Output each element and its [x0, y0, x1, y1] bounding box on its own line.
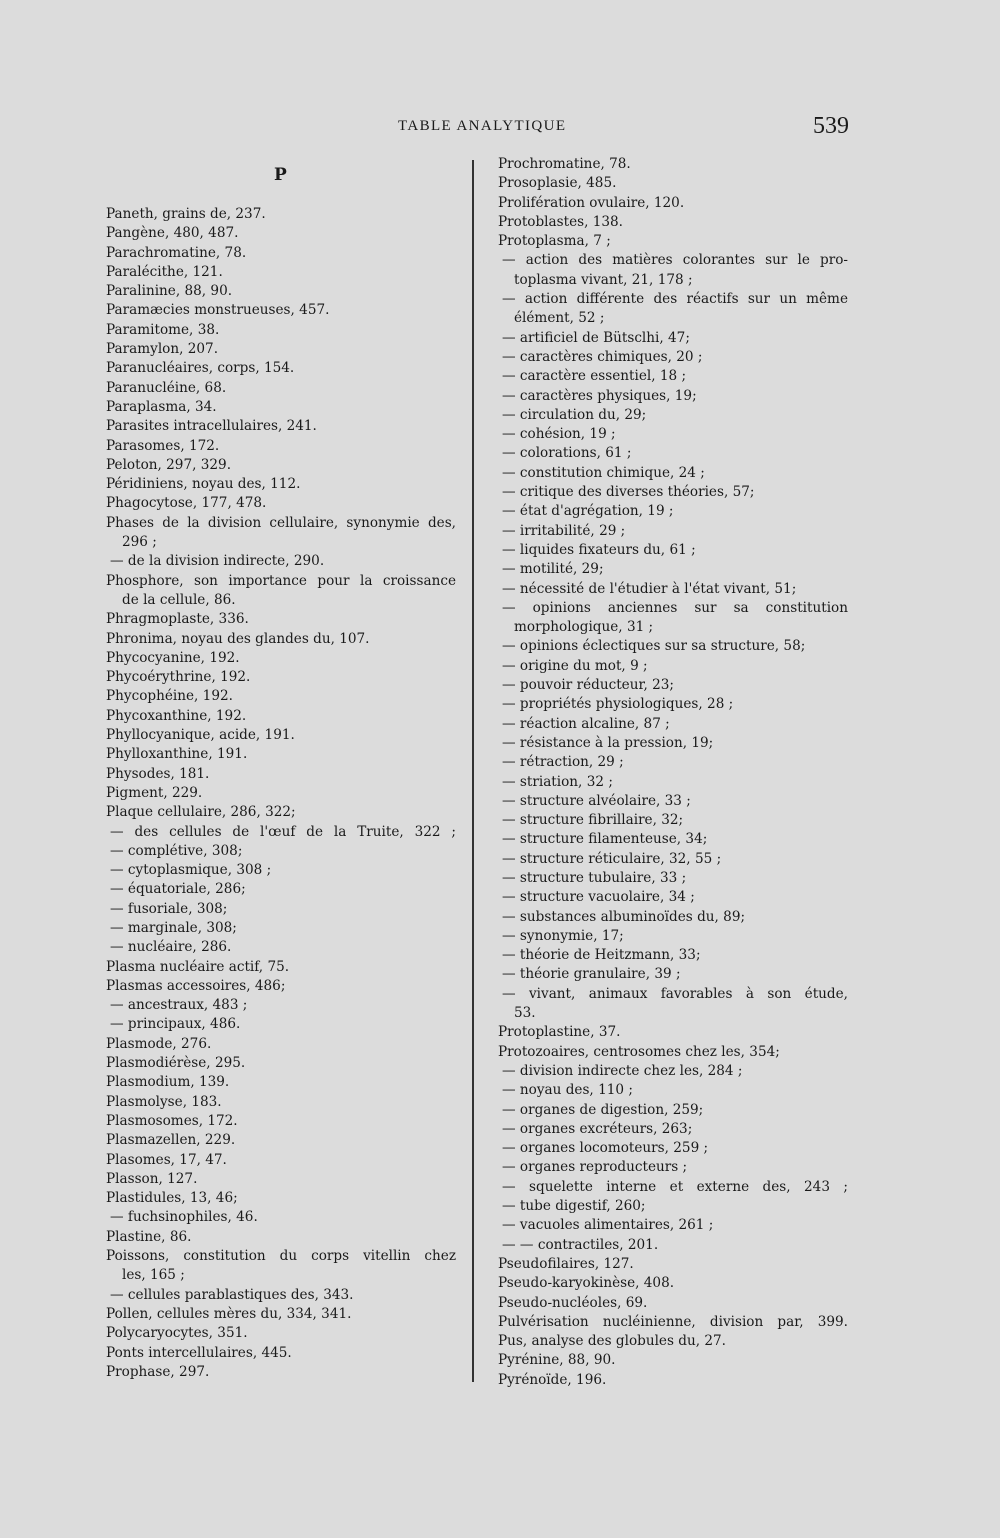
index-entry: — des cellules de l'œuf de la Truite, 322 ;	[110, 823, 456, 840]
index-entry: Phycophéine, 192.	[106, 688, 233, 705]
index-entry: Ponts intercellulaires, 445.	[106, 1344, 292, 1361]
index-entry: — structure vacuolaire, 34 ;	[502, 889, 695, 906]
index-entry: Protoplastine, 37.	[498, 1024, 621, 1041]
index-entry: Paraplasma, 34.	[106, 398, 217, 415]
index-entry: Phosphore, son importance pour la croissance	[106, 572, 456, 589]
index-entry: Prolifération ovulaire, 120.	[498, 194, 685, 211]
index-entry: Pseudo-nucléoles, 69.	[498, 1294, 648, 1311]
index-entry: — — contractiles, 201.	[502, 1236, 659, 1253]
index-entry: Paranucléine, 68.	[106, 379, 227, 396]
index-entry: — substances albuminoïdes du, 89;	[502, 908, 746, 925]
index-entry: — réaction alcaline, 87 ;	[502, 715, 670, 732]
page-number: 539	[813, 113, 849, 139]
index-entry: — théorie de Heitzmann, 33;	[502, 947, 701, 964]
index-entry: — structure fibrillaire, 32;	[502, 812, 684, 829]
index-entry: — synonymie, 17;	[502, 927, 624, 944]
index-entry: morphologique, 31 ;	[514, 619, 654, 636]
index-entry: — fusoriale, 308;	[110, 900, 228, 917]
index-entry: — circulation du, 29;	[502, 406, 647, 423]
index-entry: — squelette interne et externe des, 243 ;	[502, 1178, 848, 1195]
index-entry: — opinions éclectiques sur sa structure, 58;	[502, 638, 806, 655]
index-entry: — rétraction, 29 ;	[502, 754, 624, 771]
index-entry: Plasmode, 276.	[106, 1035, 212, 1052]
index-entry: Paralinine, 88, 90.	[106, 283, 233, 300]
index-entry: — caractères chimiques, 20 ;	[502, 348, 703, 365]
index-entry: Plasmodiérèse, 295.	[106, 1055, 246, 1072]
index-entry: Poissons, constitution du corps vitellin chez	[106, 1248, 456, 1265]
index-entry: — nucléaire, 286.	[110, 939, 232, 956]
index-entry: Physodes, 181.	[106, 765, 210, 782]
index-entry: Phyllocyanique, acide, 191.	[106, 727, 295, 744]
index-entry: — cellules parablastiques des, 343.	[110, 1286, 354, 1303]
index-entry: Plasmosomes, 172.	[106, 1112, 238, 1129]
index-entry: Pyrénoïde, 196.	[498, 1371, 607, 1388]
index-column-left	[106, 205, 456, 1382]
index-entry: Parasomes, 172.	[106, 437, 220, 454]
index-entry: Pseudofilaires, 127.	[498, 1255, 634, 1272]
index-entry: — striation, 32 ;	[502, 773, 613, 790]
index-entry: — organes reproducteurs ;	[502, 1159, 688, 1176]
index-entry: les, 165 ;	[122, 1267, 185, 1284]
index-entry: — structure réticulaire, 32, 55 ;	[502, 850, 722, 867]
index-entry: Prophase, 297.	[106, 1363, 210, 1380]
index-entry: Polycaryocytes, 351.	[106, 1325, 248, 1342]
index-entry: — résistance à la pression, 19;	[502, 734, 714, 751]
index-entry: Plasmodium, 139.	[106, 1074, 230, 1091]
index-entry: — caractère essentiel, 18 ;	[502, 368, 687, 385]
index-entry: — action des matières colorantes sur le pro-	[502, 252, 848, 269]
index-entry: — propriétés physiologiques, 28 ;	[502, 696, 734, 713]
index-entry: Paralécithe, 121.	[106, 263, 223, 280]
index-entry: Protozoaires, centrosomes chez les, 354;	[498, 1043, 780, 1060]
index-entry: Phronima, noyau des glandes du, 107.	[106, 630, 370, 647]
index-entry: Plasma nucléaire actif, 75.	[106, 958, 290, 975]
index-entry: Parasites intracellulaires, 241.	[106, 418, 317, 435]
index-entry: — marginale, 308;	[110, 919, 237, 936]
index-entry: — de la division indirecte, 290.	[110, 553, 325, 570]
index-entry: de la cellule, 86.	[122, 591, 236, 608]
index-entry: 296 ;	[122, 534, 157, 551]
index-entry: — organes de digestion, 259;	[502, 1101, 704, 1118]
index-entry: — constitution chimique, 24 ;	[502, 464, 705, 481]
index-entry: Protoplasma, 7 ;	[498, 233, 611, 250]
index-entry: — cytoplasmique, 308 ;	[110, 862, 272, 879]
index-entry: — état d'agrégation, 19 ;	[502, 503, 674, 520]
index-entry: Phylloxanthine, 191.	[106, 746, 248, 763]
index-entry: — liquides fixateurs du, 61 ;	[502, 541, 696, 558]
index-entry: Phagocytose, 177, 478.	[106, 495, 267, 512]
column-divider	[472, 160, 474, 1382]
running-title: TABLE ANALYTIQUE	[398, 118, 567, 134]
index-entry: — principaux, 486.	[110, 1016, 241, 1033]
index-entry: Parachromatine, 78.	[106, 244, 247, 261]
index-entry: Péridiniens, noyau des, 112.	[106, 476, 301, 493]
index-entry: — critique des diverses théories, 57;	[502, 484, 755, 501]
section-letter: P	[274, 165, 287, 185]
index-entry: — ancestraux, 483 ;	[110, 997, 248, 1014]
index-entry: — noyau des, 110 ;	[502, 1082, 633, 1099]
index-entry: — pouvoir réducteur, 23;	[502, 677, 674, 694]
index-entry: — nécessité de l'étudier à l'état vivant, 51;	[502, 580, 797, 597]
index-entry: — complétive, 308;	[110, 842, 243, 859]
index-entry: — organes excréteurs, 263;	[502, 1120, 693, 1137]
index-entry: Protoblastes, 138.	[498, 213, 623, 230]
index-entry: Plasmas accessoires, 486;	[106, 977, 286, 994]
index-entry: — fuchsinophiles, 46.	[110, 1209, 258, 1226]
index-entry: Paramitome, 38.	[106, 321, 220, 338]
index-entry: — division indirecte chez les, 284 ;	[502, 1062, 743, 1079]
index-entry: Phragmoplaste, 336.	[106, 611, 249, 628]
index-entry: Plasson, 127.	[106, 1170, 198, 1187]
index-entry: Phycoxanthine, 192.	[106, 707, 247, 724]
index-entry: — colorations, 61 ;	[502, 445, 632, 462]
index-entry: — tube digestif, 260;	[502, 1198, 646, 1215]
index-entry: — théorie granulaire, 39 ;	[502, 966, 681, 983]
index-entry: 53.	[514, 1005, 536, 1022]
index-entry: — origine du mot, 9 ;	[502, 657, 648, 674]
index-entry: — motilité, 29;	[502, 561, 604, 578]
index-entry: — caractères physiques, 19;	[502, 387, 697, 404]
index-entry: Pseudo-karyokinèse, 408.	[498, 1275, 675, 1292]
index-entry: — structure alvéolaire, 33 ;	[502, 792, 691, 809]
index-entry: Paramæcies monstrueuses, 457.	[106, 302, 330, 319]
index-entry: Plastidules, 13, 46;	[106, 1190, 238, 1207]
index-entry: élément, 52 ;	[514, 310, 605, 327]
index-entry: Phases de la division cellulaire, synonymie des,	[106, 514, 456, 531]
index-entry: Plasomes, 17, 47.	[106, 1151, 227, 1168]
index-entry: Prosoplasie, 485.	[498, 175, 617, 192]
index-entry: Prochromatine, 78.	[498, 156, 631, 172]
index-entry: — structure filamenteuse, 34;	[502, 831, 708, 848]
index-entry: Pigment, 229.	[106, 784, 203, 801]
index-entry: Plaque cellulaire, 286, 322;	[106, 804, 296, 821]
index-entry: Plastine, 86.	[106, 1228, 192, 1245]
index-entry: Phycoérythrine, 192.	[106, 669, 251, 686]
index-entry: Peloton, 297, 329.	[106, 456, 232, 473]
index-entry: — structure tubulaire, 33 ;	[502, 869, 687, 886]
index-entry: Pus, analyse des globules du, 27.	[498, 1333, 726, 1350]
index-entry: Paramylon, 207.	[106, 341, 219, 358]
index-entry: — cohésion, 19 ;	[502, 426, 616, 443]
index-entry: — action différente des réactifs sur un même	[502, 291, 848, 308]
index-entry: — vivant, animaux favorables à son étude,	[502, 985, 848, 1002]
index-entry: — organes locomoteurs, 259 ;	[502, 1140, 709, 1157]
index-entry: Pangène, 480, 487.	[106, 225, 239, 242]
index-entry: Plasmolyse, 183.	[106, 1093, 222, 1110]
index-entry: toplasma vivant, 21, 178 ;	[514, 271, 693, 288]
index-entry: Paranucléaires, corps, 154.	[106, 360, 295, 377]
index-entry: Pulvérisation nucléinienne, division par, 399.	[498, 1313, 848, 1330]
index-entry: — opinions anciennes sur sa constitution	[502, 599, 848, 616]
index-entry: Pollen, cellules mères du, 334, 341.	[106, 1305, 352, 1322]
index-entry: Plasmazellen, 229.	[106, 1132, 236, 1149]
index-entry: Phycocyanine, 192.	[106, 649, 240, 666]
index-entry: Paneth, grains de, 237.	[106, 206, 266, 222]
index-column-right	[498, 155, 848, 1390]
index-entry: Pyrénine, 88, 90.	[498, 1352, 616, 1369]
index-entry: — artificiel de Bütsclhi, 47;	[502, 329, 690, 346]
index-entry: — vacuoles alimentaires, 261 ;	[502, 1217, 714, 1234]
index-entry: — équatoriale, 286;	[110, 881, 246, 898]
index-entry: — irritabilité, 29 ;	[502, 522, 626, 539]
